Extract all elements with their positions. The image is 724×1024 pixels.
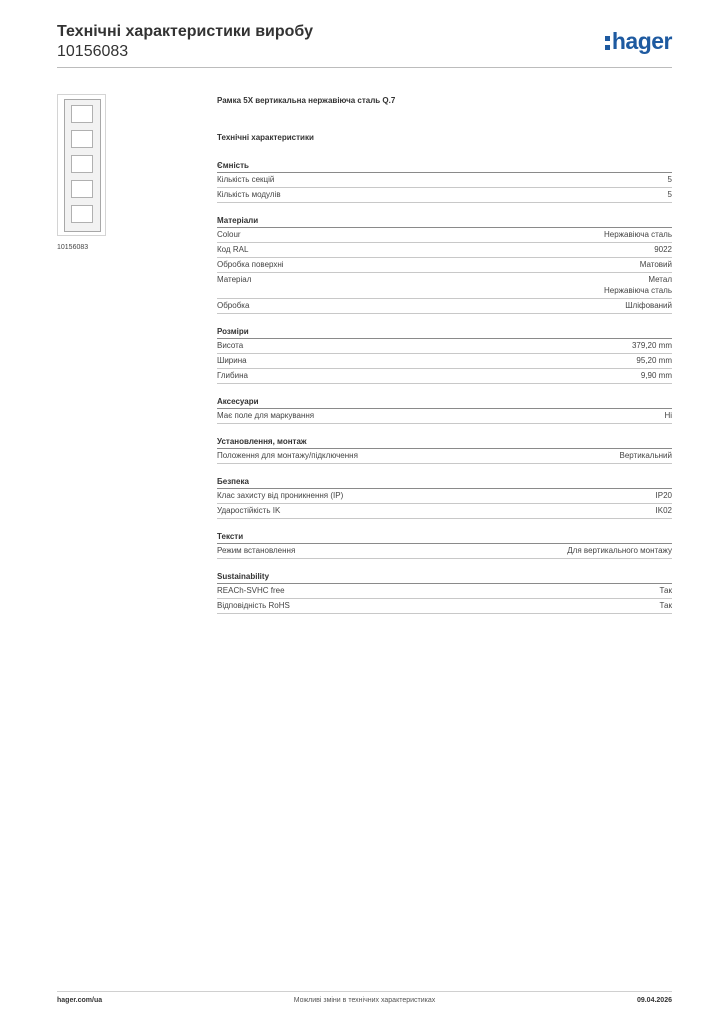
frame-slot: [71, 105, 93, 123]
spec-row: [217, 299, 672, 314]
spec-groups: [217, 160, 672, 614]
spec-row: [217, 188, 672, 203]
spec-row: [217, 584, 672, 599]
spec-value: 379,20 mm: [631, 341, 672, 350]
spec-row: [217, 489, 672, 504]
frame-slot: [71, 180, 93, 198]
spec-group: [217, 215, 672, 314]
spec-value: IP20: [655, 491, 672, 500]
spec-label: Обробка поверхні: [217, 260, 284, 269]
spec-label: Режим встановлення: [217, 546, 296, 555]
spec-group-title: Матеріали: [217, 215, 672, 228]
spec-value: 5: [667, 175, 672, 184]
spec-label: Ударостійкість IK: [217, 506, 281, 515]
spec-label: Відповідність RoHS: [217, 601, 290, 610]
spec-label: Матеріал: [217, 275, 252, 284]
spec-label: Кількість секцій: [217, 175, 275, 184]
spec-value: Метал Нержавіюча сталь: [603, 275, 672, 295]
spec-value: 5: [667, 190, 672, 199]
spec-row: [217, 258, 672, 273]
spec-value: Вертикальний: [619, 451, 672, 460]
spec-label: Colour: [217, 230, 241, 239]
spec-value: Так: [659, 586, 672, 595]
spec-content: [217, 95, 672, 614]
spec-value: Ні: [664, 411, 672, 420]
spec-group-title: Безпека: [217, 476, 672, 489]
spec-group: [217, 436, 672, 464]
spec-row: [217, 354, 672, 369]
logo-text: hager: [611, 28, 672, 54]
spec-group: [217, 326, 672, 384]
spec-label: Ширина: [217, 356, 247, 365]
footer-website: hager.com/ua: [57, 997, 103, 1004]
document-title: Технічні характеристики виробу: [57, 23, 313, 40]
spec-label: Висота: [217, 341, 244, 350]
spec-value: 9,90 mm: [640, 371, 672, 380]
spec-value: Для вертикального монтажу: [567, 546, 672, 555]
spec-row: [217, 243, 672, 258]
spec-label: Клас захисту від проникнення (IP): [217, 491, 344, 500]
spec-value: Матовий: [639, 260, 672, 269]
spec-value: Так: [659, 601, 672, 610]
spec-row: [217, 339, 672, 354]
spec-group-title: Установлення, монтаж: [217, 436, 672, 449]
spec-row: [217, 599, 672, 614]
page-header: [57, 22, 672, 66]
spec-label: Глибина: [217, 371, 248, 380]
spec-group: [217, 476, 672, 519]
spec-row: [217, 409, 672, 424]
spec-group: [217, 396, 672, 424]
page-footer: [57, 997, 672, 1011]
product-name: Рамка 5X вертикальна нержавіюча сталь Q.7: [217, 96, 396, 105]
spec-group-title: Sustainability: [217, 571, 672, 584]
spec-label: Код RAL: [217, 245, 249, 254]
spec-group-title: Розміри: [217, 326, 672, 339]
section-title: Технічні характеристики: [217, 133, 314, 142]
spec-row: [217, 504, 672, 519]
frame-slot: [71, 205, 93, 223]
spec-group-title: Тексти: [217, 531, 672, 544]
spec-group-title: Ємність: [217, 160, 672, 173]
frame-slot: [71, 155, 93, 173]
frame-5x-vertical-icon: [64, 99, 101, 232]
spec-value: Нержавіюча сталь: [603, 230, 672, 239]
spec-label: REACh-SVHC free: [217, 586, 285, 595]
document-article-number: 10156083: [57, 43, 129, 60]
spec-label: Обробка: [217, 301, 250, 310]
footer-date: 09.04.2026: [636, 997, 672, 1004]
header-divider: [57, 67, 672, 68]
image-caption: 10156083: [57, 244, 89, 251]
footer-notice: Можливі зміни в технічних характеристиках: [293, 997, 436, 1004]
spec-value: 95,20 mm: [636, 356, 672, 365]
spec-row: [217, 449, 672, 464]
spec-group-title: Аксесуари: [217, 396, 672, 409]
frame-slot: [71, 130, 93, 148]
spec-row: [217, 273, 672, 299]
spec-value: 9022: [654, 245, 672, 254]
spec-label: Має поле для маркування: [217, 411, 315, 420]
spec-group: [217, 160, 672, 203]
spec-row: [217, 369, 672, 384]
spec-label: Положення для монтажу/підключення: [217, 451, 358, 460]
spec-row: [217, 173, 672, 188]
spec-value: IK02: [655, 506, 672, 515]
spec-group: [217, 571, 672, 614]
hager-logo: [605, 28, 672, 54]
spec-label: Кількість модулів: [217, 190, 281, 199]
spec-row: [217, 228, 672, 243]
spec-row: [217, 544, 672, 559]
footer-divider: [57, 991, 672, 992]
spec-value: Шліфований: [625, 301, 672, 310]
logo-dots-icon: [605, 34, 610, 50]
product-image: [57, 94, 106, 236]
spec-group: [217, 531, 672, 559]
